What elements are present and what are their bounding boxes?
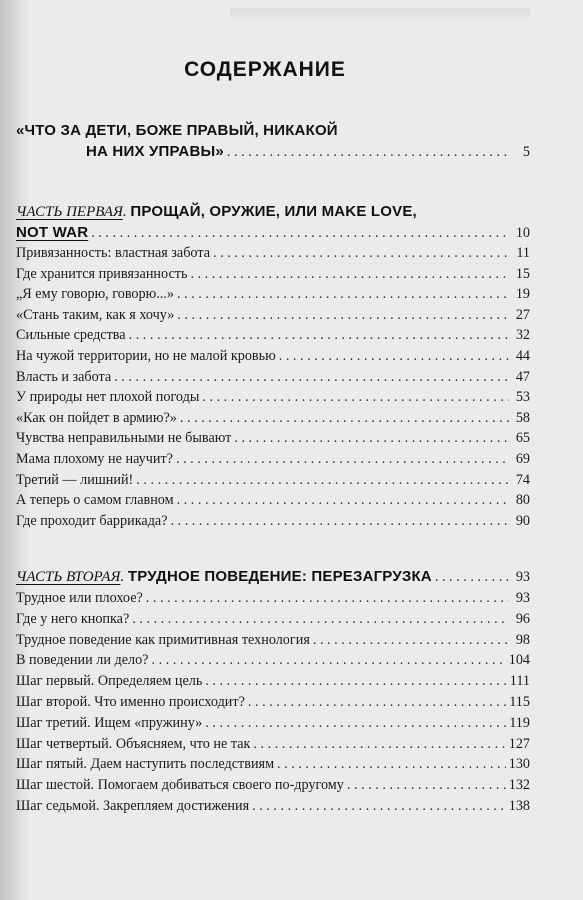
print-bleed — [230, 8, 530, 22]
part2-heading: ЧАСТЬ ВТОРАЯ. ТРУДНОЕ ПОВЕДЕНИЕ: ПЕРЕЗАГРУЗКА — [16, 568, 432, 585]
toc-entry[interactable] — [16, 245, 530, 267]
page-number: 104 — [508, 652, 530, 669]
entry-title: Шаг пятый. Даем наступить последствиям — [16, 756, 275, 773]
page-number: 90 — [515, 512, 530, 529]
toc-entry[interactable] — [16, 673, 530, 695]
entry-title: Привязанность: властная забота — [16, 245, 211, 261]
toc-entry-part2[interactable] — [16, 568, 530, 590]
toc-entry[interactable] — [16, 472, 530, 494]
leader-dots — [313, 632, 509, 649]
page-number: 132 — [508, 777, 530, 794]
leader-dots — [91, 225, 509, 242]
toc-entry[interactable] — [16, 348, 530, 370]
leader-dots — [253, 736, 505, 753]
entry-title: Сильные средства — [16, 327, 126, 344]
toc-entry[interactable] — [16, 266, 530, 288]
toc-entry[interactable] — [16, 611, 530, 633]
entry-title: У природы нет плохой погоды — [16, 389, 200, 406]
page-number: 5 — [522, 144, 530, 160]
toc-entry[interactable] — [16, 410, 530, 432]
entry-title: А теперь о самом главном — [16, 492, 174, 509]
page-number: 111 — [509, 673, 530, 690]
part1-title-line2: NOT WAR — [16, 224, 89, 241]
toc-entry[interactable] — [16, 389, 530, 411]
toc-entry[interactable] — [16, 369, 530, 391]
entry-title: Где у него кнопка? — [16, 610, 130, 627]
toc-entry[interactable] — [16, 492, 530, 514]
leader-dots — [136, 472, 509, 489]
toc-entry[interactable] — [16, 756, 530, 778]
leader-dots — [435, 569, 509, 586]
toc-entry[interactable] — [16, 590, 530, 612]
leader-dots — [190, 266, 509, 283]
leader-dots — [177, 286, 509, 303]
part2-label: ЧАСТЬ ВТОРАЯ — [16, 569, 121, 585]
leader-dots — [151, 652, 505, 669]
entry-title: Шаг третий. Ищем «пружину» — [16, 714, 203, 731]
entry-title: Шаг второй. Что именно происходит? — [16, 694, 245, 710]
page-number: 138 — [508, 798, 530, 814]
leader-dots — [129, 327, 509, 344]
toc-entry[interactable] — [16, 652, 530, 674]
entry-title: „Я ему говорю, говорю...» — [16, 286, 174, 303]
page-number: 127 — [508, 735, 530, 752]
page-number: 74 — [515, 471, 530, 488]
entry-title: Трудное поведение как примитивная технология — [16, 631, 310, 648]
part1-title-line1: ПРОЩАЙ, ОРУЖИЕ, ИЛИ MAKE LOVE, — [130, 203, 417, 220]
toc-entry[interactable] — [16, 451, 530, 473]
intro-title-line1: «ЧТО ЗА ДЕТИ, БОЖЕ ПРАВЫЙ, НИКАКОЙ — [16, 122, 338, 139]
page-number: 10 — [515, 225, 530, 241]
toc-entry[interactable] — [16, 307, 530, 329]
toc-entry-intro[interactable] — [16, 143, 530, 165]
entry-title: Шаг шестой. Помогаем добиваться своего по-другому — [16, 777, 344, 794]
toc-entry[interactable] — [16, 694, 530, 716]
entry-title: Третий — лишний! — [16, 471, 134, 488]
entry-title: Мама плохому не научит? — [16, 451, 173, 467]
entry-title: Где хранится привязанность — [16, 265, 188, 282]
leader-dots — [248, 694, 506, 711]
entry-title: «Стань таким, как я хочу» — [16, 306, 175, 323]
toc-entry[interactable] — [16, 715, 530, 737]
toc-entry[interactable] — [16, 513, 530, 535]
leader-dots — [277, 756, 506, 773]
toc-entry[interactable] — [16, 777, 530, 799]
page-number: 15 — [515, 265, 530, 282]
page-number: 32 — [515, 327, 530, 344]
leader-dots — [347, 777, 506, 794]
leader-dots — [213, 245, 509, 262]
leader-dots — [146, 590, 509, 607]
page-number: 53 — [515, 389, 530, 406]
page-number: 96 — [515, 610, 530, 627]
part2-title: ТРУДНОЕ ПОВЕДЕНИЕ: ПЕРЕЗАГРУЗКА — [127, 568, 432, 585]
leader-dots — [177, 492, 509, 509]
entry-title: Чувства неправильными не бывают — [16, 430, 232, 447]
entry-title: Власть и забота — [16, 368, 112, 385]
leader-dots — [252, 798, 506, 815]
leader-dots — [171, 513, 509, 530]
page-title: СОДЕРЖАНИЕ — [184, 58, 346, 81]
leader-dots — [132, 611, 509, 628]
page-number: 47 — [515, 368, 530, 385]
entry-title: Шаг первый. Определяем цель — [16, 673, 203, 690]
leader-dots — [279, 348, 509, 365]
leader-dots — [177, 307, 509, 324]
page-number: 115 — [509, 694, 530, 710]
page-number: 130 — [508, 756, 530, 773]
page-number: 80 — [515, 492, 530, 509]
entry-title: Шаг седьмой. Закрепляем достижения — [16, 798, 250, 814]
page-number: 119 — [509, 714, 530, 731]
page-number: 98 — [515, 631, 530, 648]
leader-dots — [205, 673, 506, 690]
page-number: 11 — [516, 245, 530, 261]
leader-dots — [205, 715, 506, 732]
page-number: 65 — [515, 430, 530, 447]
entry-title: На чужой территории, но не малой кровью — [16, 348, 276, 364]
leader-dots — [227, 144, 509, 161]
page-number: 93 — [515, 569, 530, 585]
entry-title: Трудное или плохое? — [16, 590, 143, 606]
leader-dots — [176, 451, 509, 468]
toc-entry-part1[interactable] — [16, 224, 530, 246]
toc-entry[interactable] — [16, 327, 530, 349]
toc-entry[interactable] — [16, 798, 530, 820]
entry-title: В поведении ли дело? — [16, 652, 149, 669]
intro-title-line2: НА НИХ УПРАВЫ» — [86, 143, 224, 160]
page-number: 27 — [515, 306, 530, 323]
entry-title: «Как он пойдет в армию?» — [16, 409, 177, 426]
page-number: 69 — [515, 451, 530, 467]
entry-title: Где проходит баррикада? — [16, 512, 168, 529]
leader-dots — [180, 410, 509, 427]
leader-dots — [202, 389, 509, 406]
page-number: 93 — [515, 590, 530, 606]
page-number: 44 — [515, 348, 530, 364]
toc-entry[interactable] — [16, 736, 530, 758]
toc-entry[interactable] — [16, 430, 530, 452]
leader-dots — [234, 430, 509, 447]
entry-title: Шаг четвертый. Объясняем, что не так — [16, 735, 251, 752]
part1-heading: ЧАСТЬ ПЕРВАЯ. ПРОЩАЙ, ОРУЖИЕ, ИЛИ MAKE LOVE, — [16, 203, 417, 220]
part1-label: ЧАСТЬ ПЕРВАЯ — [16, 204, 123, 220]
toc-entry[interactable] — [16, 632, 530, 654]
toc-entry[interactable] — [16, 286, 530, 308]
leader-dots — [114, 369, 509, 386]
page-number: 19 — [515, 286, 530, 303]
page-number: 58 — [515, 409, 530, 426]
